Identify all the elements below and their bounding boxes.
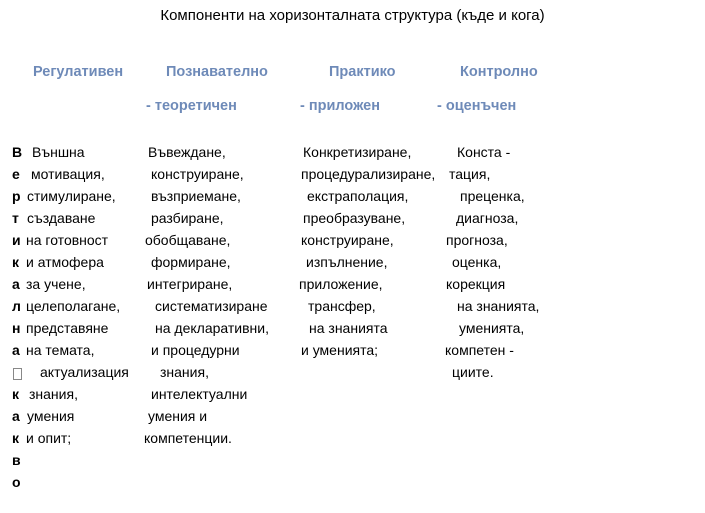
col1-item: на готовност bbox=[26, 232, 109, 248]
col3-item: конструиране, bbox=[301, 232, 394, 248]
col2-item: обобщаване, bbox=[145, 232, 231, 248]
vertical-letter: а bbox=[12, 276, 20, 292]
col3-item: трансфер, bbox=[308, 298, 376, 314]
col4-item: циите. bbox=[452, 364, 494, 380]
vertical-letter: а bbox=[12, 408, 20, 424]
vertical-letter: л bbox=[12, 298, 21, 314]
col4-item: Конста - bbox=[457, 144, 511, 160]
col2-item: възприемане, bbox=[151, 188, 241, 204]
col4-item: оценка, bbox=[452, 254, 502, 270]
col3-item: и уменията; bbox=[301, 342, 379, 358]
vertical-letter: е bbox=[12, 166, 20, 182]
col4-item: диагноза, bbox=[456, 210, 519, 226]
header-cognitive: Познавателно bbox=[166, 64, 268, 80]
col3-item: Конкретизиране, bbox=[303, 144, 412, 160]
header-practical: Практико bbox=[329, 64, 396, 80]
col2-item: компетенции. bbox=[144, 430, 232, 446]
col1-item: мотивация, bbox=[31, 166, 105, 182]
subheader-applied: - приложен bbox=[300, 98, 380, 114]
col3-item: процедурализиране, bbox=[301, 166, 436, 182]
vertical-letter: к bbox=[12, 254, 20, 270]
col3-item: приложение, bbox=[299, 276, 383, 292]
page-title: Компоненти на хоризонталната структура (къде и кога) bbox=[160, 7, 545, 24]
vertical-letter: н bbox=[12, 320, 21, 336]
col2-item: интегриране, bbox=[147, 276, 233, 292]
col2-item: формиране, bbox=[151, 254, 231, 270]
col3-item: на знанията bbox=[309, 320, 388, 336]
col1-item: и опит; bbox=[26, 430, 72, 446]
col4-item: преценка, bbox=[460, 188, 525, 204]
col1-item: умения bbox=[27, 408, 75, 424]
col3-item: изпълнение, bbox=[306, 254, 388, 270]
vertical-letter: к bbox=[12, 430, 20, 446]
col4-item: уменията, bbox=[459, 320, 525, 336]
vertical-letter: а bbox=[12, 342, 20, 358]
col4-item: прогноза, bbox=[446, 232, 508, 248]
col2-item: конструиране, bbox=[151, 166, 244, 182]
col2-item: разбиране, bbox=[151, 210, 224, 226]
header-control: Контролно bbox=[460, 64, 538, 80]
vertical-letter: и bbox=[12, 232, 21, 248]
col1-item: актуализация bbox=[40, 364, 129, 380]
col2-item: систематизиране bbox=[155, 298, 268, 314]
col1-item: знания, bbox=[29, 386, 78, 402]
col2-item: Въвеждане, bbox=[148, 144, 226, 160]
col4-item: корекция bbox=[446, 276, 506, 292]
vertical-letter: о bbox=[12, 474, 21, 490]
col2-item: на декларативни, bbox=[155, 320, 269, 336]
col1-item: представяне bbox=[26, 320, 109, 336]
col4-item: компетен - bbox=[445, 342, 514, 358]
vertical-letter: в bbox=[12, 452, 21, 468]
col1-item: целеполагане, bbox=[26, 298, 121, 314]
missing-glyph-icon bbox=[13, 366, 22, 382]
col1-item: на темата, bbox=[26, 342, 95, 358]
col1-item: за учене, bbox=[26, 276, 86, 292]
col4-item: тация, bbox=[449, 166, 491, 182]
col1-item: създаване bbox=[27, 210, 96, 226]
col1-item: Външна bbox=[32, 144, 85, 160]
col4-item: на знанията, bbox=[457, 298, 540, 314]
col3-item: преобразуване, bbox=[303, 210, 406, 226]
vertical-letter: т bbox=[12, 210, 19, 226]
vertical-letter: к bbox=[12, 386, 20, 402]
col1-item: и атмофера bbox=[26, 254, 104, 270]
vertical-letter: р bbox=[12, 188, 21, 204]
header-regulative: Регулативен bbox=[33, 64, 124, 80]
col2-item: и процедурни bbox=[151, 342, 240, 358]
vertical-letter: В bbox=[12, 144, 23, 160]
subheader-theoretical: - теоретичен bbox=[146, 98, 237, 114]
col1-item: стимулиране, bbox=[27, 188, 116, 204]
col3-item: екстраполация, bbox=[307, 188, 409, 204]
subheader-evaluative: - оценъчен bbox=[437, 98, 517, 114]
col2-item: интелектуални bbox=[151, 386, 248, 402]
col2-item: умения и bbox=[148, 408, 208, 424]
col2-item: знания, bbox=[160, 364, 209, 380]
